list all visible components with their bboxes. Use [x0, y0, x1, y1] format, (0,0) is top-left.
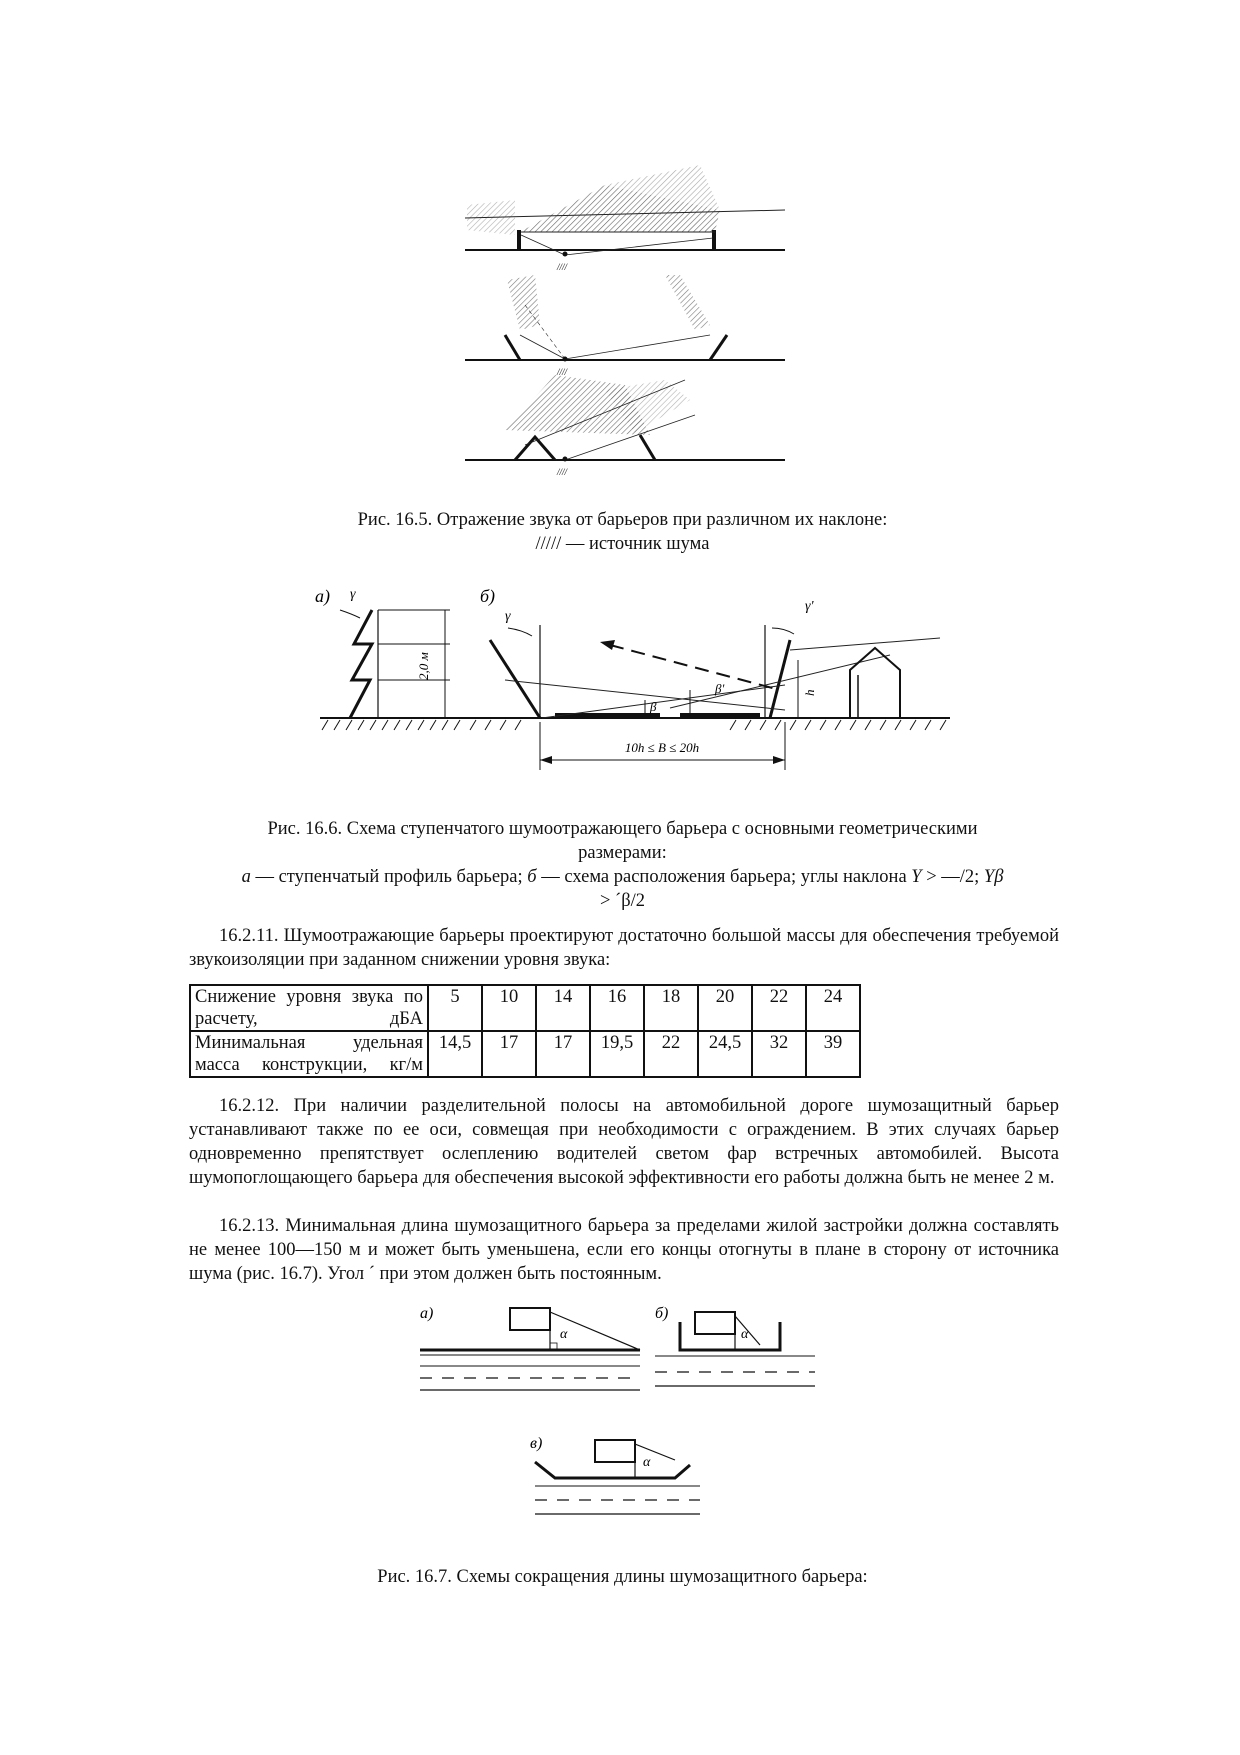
- reflection-panel-2: [465, 275, 785, 377]
- table-row: [190, 985, 860, 1031]
- caption-part: — схема расположения барьера; углы наклона: [536, 867, 912, 887]
- shortening-scheme-a: [420, 1305, 640, 1390]
- gamma-label: γ: [350, 587, 356, 602]
- stepped-profile-a: [315, 586, 470, 730]
- source-mark: ////: [557, 467, 568, 477]
- table-cell: 24: [806, 985, 860, 1031]
- table-cell: 14,5: [428, 1031, 482, 1077]
- alpha-label: α: [741, 1327, 749, 1342]
- paragraph-16-2-13: [189, 1214, 1059, 1286]
- dimension-label: 10h ≤ B ≤ 20h: [624, 740, 700, 755]
- table-cell: 5: [428, 985, 482, 1031]
- table-cell: 22: [644, 1031, 698, 1077]
- label-b: б): [655, 1305, 669, 1322]
- table-row: [190, 1031, 860, 1077]
- label-a: а): [420, 1305, 434, 1322]
- caption-line: > ´β/2: [599, 891, 646, 911]
- gamma-prime-label: γ': [805, 599, 814, 614]
- paragraph-16-2-11: [189, 924, 1059, 972]
- caption-part: Yβ: [983, 867, 1004, 887]
- figure-16-5: [465, 160, 785, 480]
- table-cell: 17: [482, 1031, 536, 1077]
- source-mark: ////: [557, 262, 568, 272]
- h-label: h: [802, 689, 817, 696]
- table-row-label: Снижение уровня звука по расчету, дБА: [190, 985, 428, 1031]
- table-cell: 14: [536, 985, 590, 1031]
- table-row-label: Минимальная удельная масса конструкции, кг/м: [190, 1031, 428, 1077]
- label-c: в): [530, 1435, 543, 1452]
- caption-part: а: [241, 867, 251, 887]
- table-cell: 18: [644, 985, 698, 1031]
- table-cell: 39: [806, 1031, 860, 1077]
- figure-16-7: [415, 1300, 835, 1540]
- alpha-label: α: [643, 1455, 651, 1470]
- caption-line: [185, 865, 1060, 889]
- reflection-panel-3: [465, 375, 785, 477]
- height-label: 2,0 м: [416, 652, 431, 680]
- caption-line: Рис. 16.7. Схемы сокращения длины шумозащитного барьера:: [377, 1567, 868, 1587]
- table-cell: 20: [698, 985, 752, 1031]
- label-b: б): [480, 586, 496, 606]
- caption-part: б: [527, 867, 537, 887]
- caption-line: размерами:: [578, 843, 667, 863]
- figure-16-6: [310, 580, 950, 780]
- paragraph-text: 16.2.13. Минимальная длина шумозащитного барьера за пределами жилой застройки должна составлять не менее 100—150 м и может быть уменьшена, если его концы отогнуты в плане в сторону от источника шума (рис. 16.7). Угол ´ при этом должен быть постоянным.: [189, 1216, 1059, 1284]
- beta-prime-label: β': [715, 681, 725, 696]
- paragraph-text: 16.2.11. Шумоотражающие барьеры проектируют достаточно большой массы для обеспечения требуемой звукоизоляции при заданном снижении уровня звука:: [189, 926, 1059, 970]
- caption-part: > —/2;: [921, 867, 984, 887]
- caption-part: — ступенчатый профиль барьера;: [250, 867, 528, 887]
- table-cell: 16: [590, 985, 644, 1031]
- figure-16-7-caption: [185, 1565, 1060, 1589]
- caption-line: ///// — источник шума: [535, 534, 710, 554]
- table-cell: 24,5: [698, 1031, 752, 1077]
- table-cell: 32: [752, 1031, 806, 1077]
- label-a: а): [315, 586, 330, 606]
- mass-table: [189, 984, 861, 1078]
- caption-line: Рис. 16.6. Схема ступенчатого шумоотражающего барьера с основными геометрическими: [267, 819, 978, 839]
- alpha-label: α: [560, 1327, 568, 1342]
- figure-16-6-caption: [185, 817, 1060, 913]
- table-cell: 19,5: [590, 1031, 644, 1077]
- shortening-scheme-b: [655, 1305, 815, 1386]
- barrier-layout-b: [460, 586, 950, 770]
- paragraph-text: 16.2.12. При наличии разделительной полосы на автомобильной дороге шумозащитный барьер устанавливают также по ее оси, совмещая при необходимости с ограждением. В этих случаях барьер одновременно препятствует ослеплению водителей светом фар встречных автомобилей. Высота шумопоглощающего барьера для обеспечения высокой эффективности его работы должна быть не менее 2 м.: [189, 1096, 1059, 1188]
- table-cell: 17: [536, 1031, 590, 1077]
- reflection-panel-1: [465, 165, 785, 272]
- source-mark: ////: [557, 367, 568, 377]
- table-cell: 10: [482, 985, 536, 1031]
- figure-16-5-caption: [185, 508, 1060, 556]
- paragraph-16-2-12: [189, 1094, 1059, 1190]
- caption-line: Рис. 16.5. Отражение звука от барьеров при различном их наклоне:: [357, 510, 888, 530]
- table-cell: 22: [752, 985, 806, 1031]
- gamma-label: γ: [505, 609, 511, 624]
- beta-label: β: [650, 699, 657, 714]
- caption-part: Y: [911, 867, 922, 887]
- shortening-scheme-c: [530, 1435, 700, 1514]
